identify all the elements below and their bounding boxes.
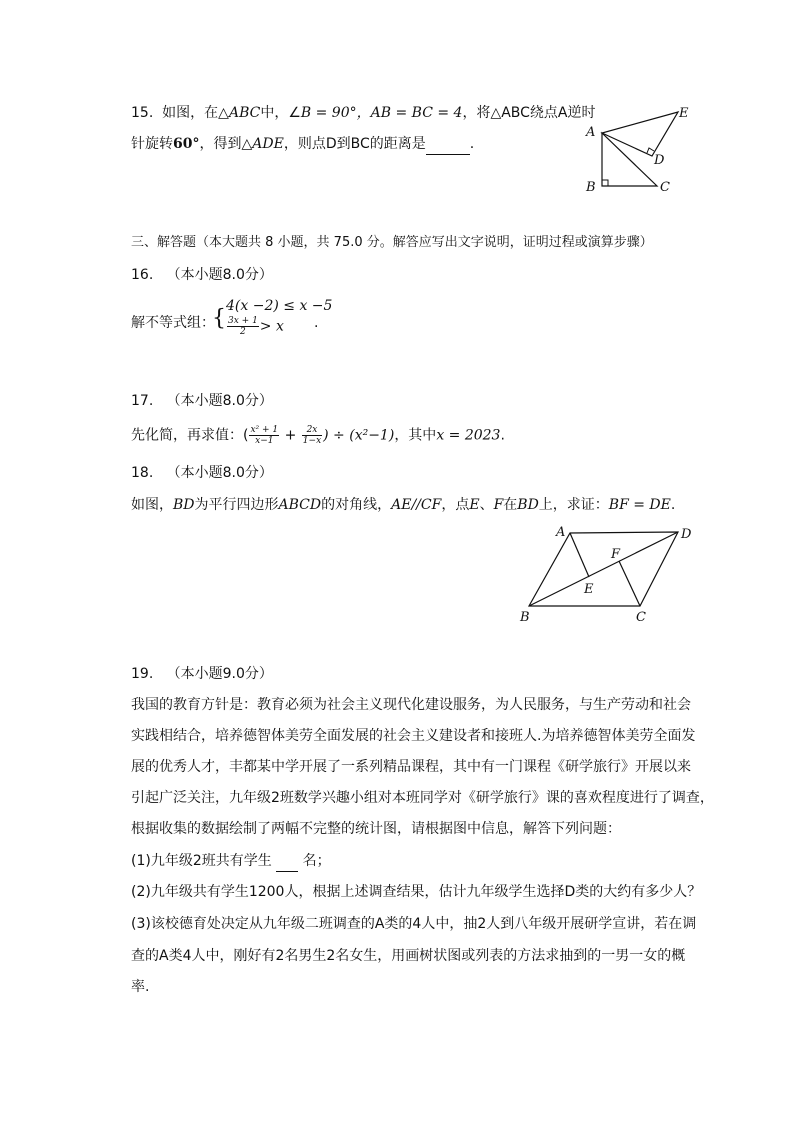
triangle-ade: [602, 112, 678, 156]
q18-text: 如图，: [131, 497, 173, 513]
q17-text: +: [284, 427, 297, 444]
q18-math: BD: [517, 497, 539, 513]
label-e: E: [679, 106, 689, 121]
q16-end: .: [314, 315, 319, 331]
q15-math: 60°: [173, 136, 200, 152]
q19-text: (1)九年级2班共有学生: [131, 853, 272, 869]
q19-paragraph-line: 我国的教育方针是：教育必须为社会主义现代化建设服务，为人民服务，与生产劳动和社会: [131, 697, 691, 713]
q18-figure: [512, 520, 702, 630]
q19-subquestion-1: [131, 851, 331, 872]
q15-figure: [580, 98, 700, 198]
label-c: C: [636, 610, 646, 625]
q19-paragraph-line: 引起广泛关注，九年级2班数学兴趣小组对本班同学对《研学旅行》课的喜欢程度进行了调查，: [131, 790, 714, 806]
q15-math: ABC: [228, 105, 261, 121]
q16-inequality-2: [226, 316, 284, 337]
label-a: A: [586, 125, 596, 140]
q19-paragraph-line: 根据收集的数据绘制了两幅不完整的统计图，请根据图中信息，解答下列问题：: [131, 821, 621, 837]
q16-prompt: 解不等式组：: [131, 315, 215, 331]
q16-number: 16.: [131, 267, 154, 283]
q19-score: （本小题9.0分）: [166, 666, 273, 682]
q15-answer-blank[interactable]: [426, 134, 470, 155]
triangle-abc: [602, 133, 657, 186]
q19-subquestion-2: (2)九年级共有学生1200人，根据上述调查结果，估计九年级学生选择D类的大约有多少人？: [131, 884, 702, 900]
right-angle-mark-b: [602, 180, 608, 186]
q15-text: ，将△ABC绕点A逆时: [462, 105, 596, 121]
fraction-denominator: 1−x: [302, 436, 322, 446]
diagonal-bd: [529, 532, 678, 606]
q18-math: AE//CF: [391, 497, 442, 513]
q15-text: ，则点D到BC的距离是: [283, 136, 426, 152]
q18-text: ，点: [441, 497, 470, 513]
q19-paragraph-line: 实践相结合，培养德智体美劳全面发展的社会主义建设者和接班人.为培养德智体美劳全面发: [131, 728, 696, 744]
q16-score: （本小题8.0分）: [166, 267, 273, 283]
q16-header: [131, 265, 273, 285]
q18-text: 上，求证：: [538, 497, 609, 513]
q19-text: 名；: [302, 853, 331, 869]
q17-text: .: [500, 427, 505, 444]
q16-inequality-1: 4(x −2) ≤ x −5: [226, 298, 333, 314]
q15-number: 15.: [131, 105, 154, 121]
segment-ae: [570, 533, 589, 577]
q15-line-2: [131, 134, 474, 155]
segment-cf: [619, 561, 640, 606]
q18-score: （本小题8.0分）: [166, 465, 273, 481]
label-b: B: [586, 180, 596, 195]
q18-math: BD: [173, 497, 195, 513]
brace: {: [212, 306, 226, 331]
label-e: E: [584, 582, 594, 597]
q17-expression: [131, 425, 505, 446]
q18-number: 18.: [131, 465, 154, 481]
q19-header: [131, 664, 273, 684]
q18-text: 为平行四边形: [194, 497, 279, 513]
fraction-numerator: 2x: [302, 425, 322, 436]
label-f: F: [611, 547, 621, 562]
q18-statement: [131, 495, 675, 515]
q17-header: [131, 391, 273, 411]
q19-subquestion-3-cont: 查的A类4人中，刚好有2名男生2名女生，用画树状图或列表的方法求抽到的一男一女的概: [131, 948, 686, 964]
q15-text: .: [469, 136, 475, 152]
label-b: B: [520, 610, 530, 625]
label-d: D: [681, 527, 692, 542]
right-angle-mark-d: [647, 148, 654, 153]
q17-text: 先化简，再求值：(: [131, 427, 249, 444]
q15-text: 中，∠: [260, 105, 301, 121]
label-a: A: [556, 525, 566, 540]
q19-paragraph-line: 展的优秀人才，丰都某中学开展了一系列精品课程，其中有一门课程《研学旅行》开展以来: [131, 759, 691, 775]
q15-line-1: [131, 103, 596, 123]
fraction-numerator: x² + 1: [250, 425, 279, 435]
q15-math: ADE: [252, 136, 284, 152]
q17-text: ，其中: [394, 427, 437, 444]
label-d: D: [654, 153, 665, 168]
label-c: C: [660, 180, 670, 195]
q18-math: ABCD: [278, 497, 322, 513]
q16-math: > x: [259, 318, 284, 335]
q15-text: 如图，在△: [162, 105, 229, 121]
fraction-numerator: 3x + 1: [228, 316, 258, 326]
q15-text: 针旋转: [131, 136, 173, 152]
q15-math: B = 90°，AB = BC = 4: [300, 105, 463, 121]
q19-answer-blank[interactable]: [276, 851, 298, 872]
q17-number: 17.: [131, 393, 154, 409]
q18-text: 在: [503, 497, 518, 513]
fraction-denominator: x−1: [255, 436, 274, 446]
section-heading: 三、解答题（本大题共 8 小题，共 75.0 分。解答应写出文字说明，证明过程或演算步骤）: [131, 235, 653, 250]
q17-math: x = 2023: [436, 427, 501, 444]
q18-text: 的对角线，: [321, 497, 392, 513]
q19-number: 19.: [131, 666, 154, 682]
q19-subquestion-3: (3)该校德育处决定从九年级二班调查的A类的4人中，抽2人到八年级开展研学宣讲，若在调: [131, 916, 697, 932]
q15-text: ，得到△: [199, 136, 253, 152]
q17-score: （本小题8.0分）: [166, 393, 273, 409]
q18-text: .: [670, 497, 676, 513]
q18-header: [131, 463, 273, 483]
fraction-denominator: 2: [240, 327, 246, 337]
q18-math: E: [469, 497, 480, 513]
q18-math: F: [493, 497, 504, 513]
q18-math: BF = DE: [608, 497, 671, 513]
q18-text: 、: [479, 497, 494, 513]
q19-subquestion-3-end: 率.: [131, 979, 150, 995]
q17-math: ) ÷ (x²−1): [323, 427, 395, 444]
